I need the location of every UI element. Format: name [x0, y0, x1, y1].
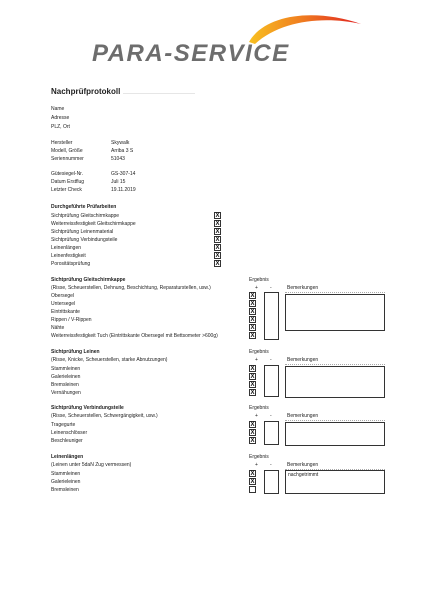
last-check-label: Letzter Check	[51, 187, 82, 193]
result-checkbox-plus[interactable]: X	[250, 390, 255, 396]
result-column-minus[interactable]	[264, 365, 279, 397]
remarks-rule	[285, 292, 385, 293]
result-checkbox-plus[interactable]: X	[250, 422, 255, 428]
plus-header: +	[255, 413, 258, 419]
plus-header: +	[255, 357, 258, 363]
section-heading-line-lengths: Leinenlängen	[51, 454, 84, 460]
remarks-header: Bemerkungen	[287, 285, 319, 291]
result-checkbox-plus[interactable]: X	[250, 293, 255, 299]
address-city-label: PLZ, Ort	[51, 124, 70, 130]
remarks-header: Bemerkungen	[287, 357, 319, 363]
serial-value: 51043	[111, 156, 125, 162]
minus-header: -	[270, 285, 272, 291]
remarks-rule	[285, 420, 385, 421]
address-street-label: Adresse	[51, 115, 70, 121]
model-size-label: Modell, Größe	[51, 148, 83, 154]
model-size-value: Arriba 3 S	[111, 148, 134, 154]
manufacturer-value: Skywalk	[111, 140, 130, 146]
result-checkbox-plus[interactable]: X	[250, 479, 255, 485]
result-checkbox-plus[interactable]: X	[250, 333, 255, 339]
remarks-field[interactable]	[285, 294, 385, 331]
result-checkbox-plus[interactable]	[249, 486, 256, 493]
work-checkbox[interactable]: X	[215, 245, 220, 251]
section-heading-lines: Sichtprüfung Leinen	[51, 349, 100, 355]
result-checkbox-plus[interactable]: X	[250, 301, 255, 307]
result-checkbox-plus[interactable]: X	[250, 325, 255, 331]
minus-header: -	[270, 462, 272, 468]
section-heading-connectors: Sichtprüfung Verbindungsteile	[51, 405, 124, 411]
check-item-label: Weiterreissfestigkeit Tuch (Eintrittskante Obersegel mit Bettsometer >600g)	[51, 333, 218, 339]
last-check-value: 19.11.2019	[111, 187, 136, 193]
result-checkbox-plus[interactable]: X	[250, 438, 255, 444]
result-checkbox-plus[interactable]: X	[250, 382, 255, 388]
result-checkbox-plus[interactable]: X	[250, 366, 255, 372]
check-item-label: Obersegel	[51, 293, 75, 299]
check-item-label: Stammleinen	[51, 471, 81, 477]
seal-number-value: GS-307-14	[111, 171, 136, 177]
check-item-label: Beschleuniger	[51, 438, 83, 444]
result-header: Ergebnis	[249, 454, 269, 460]
minus-header: -	[270, 413, 272, 419]
result-header: Ergebnis	[249, 405, 269, 411]
section-sub-lines: (Risse, Knicke, Scheuerstellen, starke Abnutzungen)	[51, 357, 168, 363]
title-underline	[123, 93, 195, 94]
work-item-label: Sichtprüfung Verbindungsteile	[51, 237, 118, 243]
page-title: Nachprüfprotokoll	[51, 87, 121, 96]
plus-header: +	[255, 285, 258, 291]
work-checkbox[interactable]: X	[215, 229, 220, 235]
result-checkbox-plus[interactable]: X	[250, 471, 255, 477]
result-header: Ergebnis	[249, 277, 269, 283]
work-item-label: Leinenlängen	[51, 245, 82, 251]
result-checkbox-plus[interactable]: X	[250, 317, 255, 323]
check-item-label: Tragegurte	[51, 422, 76, 428]
work-heading: Durchgeführte Prüfarbeiten	[51, 204, 117, 210]
remarks-rule	[285, 364, 385, 365]
section-heading-canopy: Sichtprüfung Gleitschirmkappe	[51, 277, 126, 283]
check-item-label: Galerieleinen	[51, 374, 81, 380]
result-column-minus[interactable]	[264, 292, 279, 340]
remarks-field[interactable]: nachgetrimmt	[285, 470, 385, 494]
check-item-label: Bremsleinen	[51, 382, 79, 388]
work-checkbox[interactable]: X	[215, 253, 220, 259]
work-item-label: Sichtprüfung Leinenmaterial	[51, 229, 114, 235]
serial-label: Seriennummer	[51, 156, 84, 162]
section-sub-canopy: (Risse, Scheuerstellen, Dehnung, Beschichtung, Reparaturstellen, usw.)	[51, 285, 211, 291]
check-item-label: Untersegel	[51, 301, 76, 307]
check-item-label: Leinenschlösser	[51, 430, 88, 436]
remarks-header: Bemerkungen	[287, 413, 319, 419]
remarks-field[interactable]	[285, 422, 385, 446]
result-checkbox-plus[interactable]: X	[250, 374, 255, 380]
address-name-label: Name	[51, 106, 65, 112]
result-column-minus[interactable]	[264, 421, 279, 445]
work-item-label: Sichtprüfung Gleitschirmkappe	[51, 213, 120, 219]
plus-header: +	[255, 462, 258, 468]
result-checkbox-plus[interactable]: X	[250, 309, 255, 315]
check-item-label: Vernähungen	[51, 390, 81, 396]
check-item-label: Bremsleinen	[51, 487, 79, 493]
first-flight-value: Juli 15	[111, 179, 126, 185]
seal-number-label: Gütesiegel-Nr.	[51, 171, 83, 177]
check-item-label: Rippen / V-Rippen	[51, 317, 92, 323]
work-checkbox[interactable]: X	[215, 221, 220, 227]
remarks-field[interactable]	[285, 366, 385, 398]
check-item-label: Nähte	[51, 325, 65, 331]
minus-header: -	[270, 357, 272, 363]
result-checkbox-plus[interactable]: X	[250, 430, 255, 436]
manufacturer-label: Hersteller	[51, 140, 73, 146]
work-checkbox[interactable]: X	[215, 237, 220, 243]
section-sub-connectors: (Risse, Scheuerstellen, Schwergängigkeit, usw.)	[51, 413, 158, 419]
section-sub-line-lengths: (Leinen unter 5daN Zug vermessen)	[51, 462, 132, 468]
work-item-label: Porositätsprüfung	[51, 261, 91, 267]
first-flight-label: Datum Erstflug	[51, 179, 85, 185]
work-item-label: Weiterreissfestigkeit Gleitschirmkappe	[51, 221, 136, 227]
result-column-minus[interactable]	[264, 470, 279, 494]
check-item-label: Stammleinen	[51, 366, 81, 372]
work-checkbox[interactable]: X	[215, 213, 220, 219]
check-item-label: Eintrittskante	[51, 309, 80, 315]
brand-wordmark: PARA-SERVICE	[92, 40, 290, 67]
work-item-label: Leinenfestigkeit	[51, 253, 86, 259]
remarks-header: Bemerkungen	[287, 462, 319, 468]
check-item-label: Galerieleinen	[51, 479, 81, 485]
result-header: Ergebnis	[249, 349, 269, 355]
work-checkbox[interactable]: X	[215, 261, 220, 267]
